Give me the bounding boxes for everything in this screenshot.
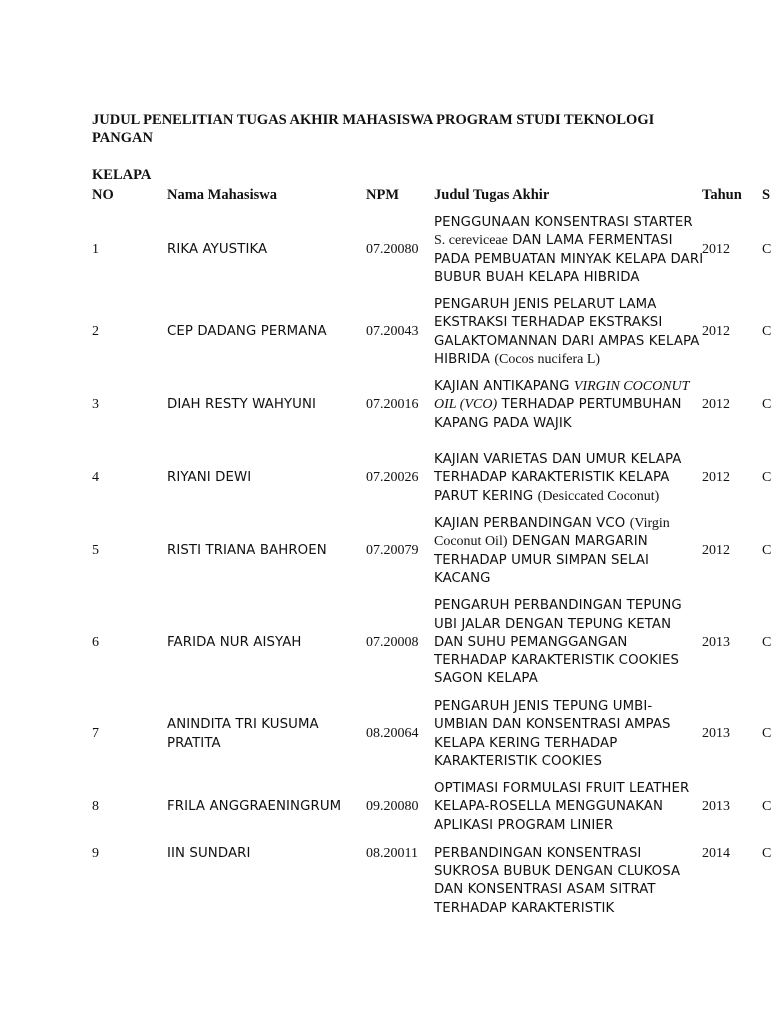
thesis-title — [434, 588, 704, 698]
table-row — [0, 205, 772, 296]
student-name: ANINDITA TRI KUSUMA PRATITA — [167, 717, 319, 751]
header-title: Judul Tugas Akhir — [434, 187, 550, 203]
student-name: RISTI TRIANA BAHROEN — [167, 543, 327, 559]
student-npm: 08.20011 — [366, 846, 418, 861]
thesis-title — [434, 296, 704, 369]
page-title: JUDUL PENELITIAN TUGAS AKHIR MAHASISWA PROGRAM STUDI TEKNOLOGI PANGAN — [92, 112, 655, 146]
student-name: CEP DADANG PERMANA — [167, 324, 327, 340]
row-number: 7 — [92, 726, 99, 742]
title-part: PENGARUH JENIS PELARUT LAMA EKSTRAKSI TERHADAP EKSTRAKSI GALAKTOMANNAN DARI AMPAS KELAPA HIBRIDA — [434, 297, 700, 367]
row-number: 1 — [92, 242, 99, 258]
thesis-year: 2012 — [702, 397, 730, 413]
thesis-year: 2013 — [702, 634, 730, 650]
row-number: 3 — [92, 397, 99, 413]
student-npm: 09.20080 — [366, 799, 419, 815]
title-part: (Desiccated Coconut) — [537, 488, 660, 504]
section-title: KELAPA — [92, 167, 152, 183]
header-year: Tahun — [702, 187, 742, 203]
student-npm: 07.20043 — [366, 324, 419, 340]
title-part: PERBANDINGAN KONSENTRASI SUKROSA BUBUK DENGAN CLUKOSA DAN KONSENTRASI ASAM SITRAT TERHADAP KARAKTERISTIK — [434, 846, 681, 916]
student-npm: 07.20080 — [366, 242, 419, 258]
title-part: KAJIAN PERBANDINGAN VCO — [434, 516, 630, 532]
thesis-year: 2013 — [702, 799, 730, 815]
title-part: PENGARUH JENIS TEPUNG UMBI-UMBIAN DAN KONSENTRASI AMPAS KELAPA KERING TERHADAP KARAKTERISTIK COOKIES — [434, 699, 671, 769]
thesis-title — [434, 369, 704, 442]
title-part: PENGARUH PERBANDINGAN TEPUNG UBI JALAR DENGAN TEPUNG KETAN DAN SUHU PEMANGGANGAN TERHADAP KARAKTERISTIK COOKIES SAGON KELAPA — [434, 598, 682, 687]
row-number: 4 — [92, 470, 99, 486]
extra-column: C — [762, 846, 772, 861]
thesis-year: 2013 — [702, 726, 730, 742]
extra-column: C — [762, 324, 772, 340]
extra-column: C — [762, 799, 772, 815]
header-npm: NPM — [366, 187, 400, 203]
table-row — [0, 369, 772, 442]
row-number: 9 — [92, 846, 99, 861]
thesis-title — [434, 845, 704, 920]
thesis-year: 2012 — [702, 242, 730, 258]
title-part: KAJIAN VARIETAS DAN UMUR KELAPA TERHADAP KARAKTERISTIK KELAPA PARUT KERING — [434, 452, 682, 504]
student-name: RIKA AYUSTIKA — [167, 242, 268, 258]
row-number: 5 — [92, 543, 99, 559]
thesis-title — [434, 771, 704, 844]
thesis-year: 2012 — [702, 324, 730, 340]
title-part: VIRGIN COCONUT OIL (VCO) — [434, 379, 690, 413]
row-number: 2 — [92, 324, 99, 340]
student-name: FRILA ANGGRAENINGRUM — [167, 799, 342, 815]
student-name: DIAH RESTY WAHYUNI — [167, 397, 317, 413]
header-no: NO — [92, 187, 114, 203]
extra-column: C — [762, 634, 772, 650]
student-npm: 07.20008 — [366, 634, 419, 650]
thesis-title — [434, 515, 704, 588]
title-part: DAN LAMA FERMENTASI PADA PEMBUATAN MINYAK KELAPA DARI BUBUR BUAH KELAPA HIBRIDA — [434, 233, 704, 285]
table-row — [0, 296, 772, 369]
title-part: (Virgin Coconut Oil) — [434, 516, 670, 550]
row-number: 6 — [92, 634, 99, 650]
thesis-year: 2012 — [702, 470, 730, 486]
row-number: 8 — [92, 799, 99, 815]
header-name: Nama Mahasiswa — [167, 187, 277, 203]
extra-column: C — [762, 726, 772, 742]
student-npm: 07.20026 — [366, 470, 419, 486]
extra-column: C — [762, 397, 772, 413]
title-part: S. cereviceae — [434, 233, 508, 249]
title-part: (Cocos nucifera L) — [494, 351, 601, 367]
title-part: DENGAN MARGARIN TERHADAP UMUR SIMPAN SELAI KACANG — [434, 534, 650, 586]
title-part: OPTIMASI FORMULASI FRUIT LEATHER KELAPA-ROSELLA MENGGUNAKAN APLIKASI PROGRAM LINIER — [434, 781, 690, 833]
thesis-year: 2012 — [702, 543, 730, 559]
student-npm: 07.20016 — [366, 397, 419, 413]
table-row — [0, 515, 772, 588]
thesis-title — [434, 698, 704, 771]
title-part: TERHADAP PERTUMBUHAN KAPANG PADA WAJIK — [434, 397, 682, 431]
title-part: KAJIAN ANTIKAPANG — [434, 379, 574, 395]
student-name: IIN SUNDARI — [167, 846, 251, 861]
student-name: FARIDA NUR AISYAH — [167, 634, 302, 650]
thesis-year: 2014 — [702, 846, 730, 861]
extra-column: C — [762, 543, 772, 559]
student-npm: 07.20079 — [366, 543, 419, 559]
header-extra: S — [762, 187, 771, 203]
table-row — [0, 845, 772, 920]
table-row — [0, 771, 772, 844]
title-part: PENGGUNAAN KONSENTRASI STARTER — [434, 215, 693, 231]
table-row — [0, 698, 772, 771]
student-name: RIYANI DEWI — [167, 470, 252, 486]
extra-column: C — [762, 242, 772, 258]
table-row — [0, 442, 772, 515]
thesis-title — [434, 442, 704, 515]
extra-column: C — [762, 470, 772, 486]
thesis-title — [434, 205, 704, 296]
student-npm: 08.20064 — [366, 726, 419, 742]
table-row — [0, 588, 772, 698]
